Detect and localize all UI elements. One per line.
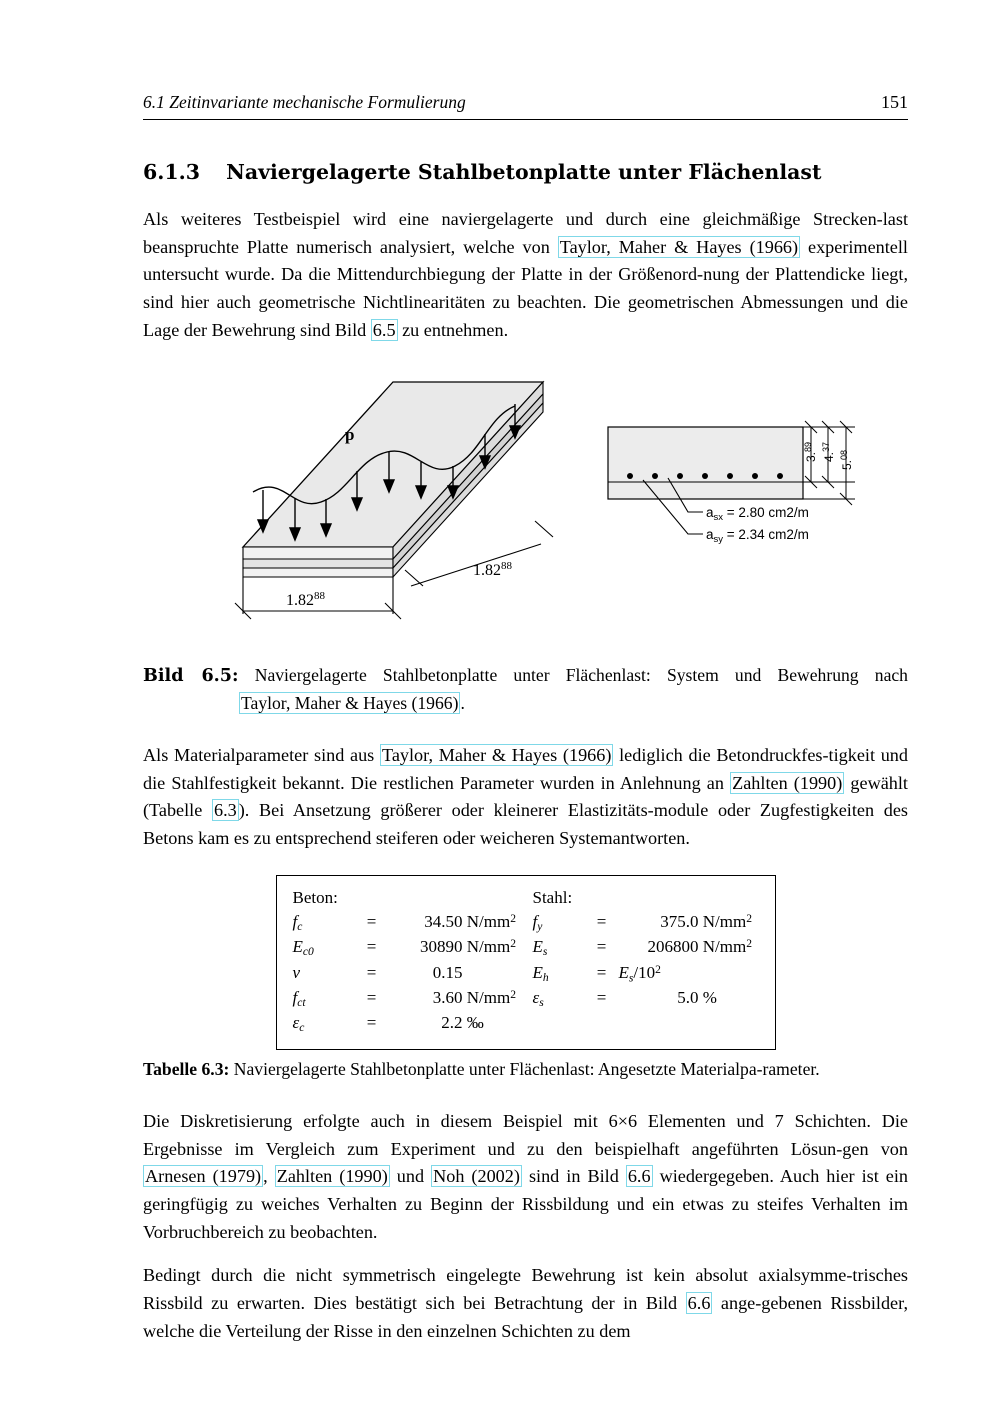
running-head [143, 92, 908, 120]
citation-noh-2002[interactable]: Noh (2002) [433, 1166, 520, 1187]
figure-caption-text-b: . [460, 692, 465, 713]
paragraph-4-text-a: Bedingt durch die nicht symmetrisch eingelegte Bewehrung ist kein absolut axialsymme-trisches Rissbild zu erwarten. Dies bestätigt sich bei Betrachtung der in Bild [143, 1265, 908, 1313]
citation-taylor-1966-2[interactable]: Taylor, Maher & Hayes (1966) [381, 745, 612, 766]
figure-6-5 [143, 362, 908, 652]
citation-arnesen-1979[interactable]: Arnesen (1979) [145, 1166, 262, 1187]
table-row: $\varepsilon_c$ [292, 1013, 305, 1035]
material-parameter-table [276, 875, 776, 1050]
page-number: 151 [881, 92, 908, 112]
figure-caption-citation[interactable]: Taylor, Maher & Hayes (1966) [241, 692, 459, 713]
page-content [143, 92, 908, 1359]
paragraph-1-text-b: experimentell untersucht wurde. Da die Mittendurchbiegung der Platte in der Größenord-nung der Plattendicke liegt, sind hier auch geometrische Nichtlinearitäten zu beachten. Die geometrischen Abmessungen und die Lage der Bewehrung sind Bild [143, 236, 908, 340]
citation-zahlten-1990-2[interactable]: Zahlten (1990) [276, 1166, 388, 1187]
material-parameter-grid: Beton: Stahl: $f_c$ = 34.50 $N/mm^2$ $f_y$ = 375.0 $N/mm^2$ $E_{c0}$ = 30890 $N/mm^2$ $E_s$ = 206800 $N/mm^2$ ν = 0.15 $E_h$ = $E_s/10^2$ $f_{ct}$ = 3.60 $N/mm^2$ $\varepsilon_s$ = 5.0 % $\varepsilon_c$ = 2.2 ‰ [292, 887, 752, 1035]
section-dim-1: 3.89 [803, 442, 818, 463]
table-row: $E_{c0}$ [292, 937, 314, 959]
table-row: $f_c$ [292, 911, 303, 934]
figure-caption-label: Bild 6.5: [143, 665, 239, 687]
paragraph-3-text-e: wiedergegeben. Auch hier ist ein geringfügig zu weiches Verhalten zu Beginn der Rissbildung und ein etwas zu steifes Verhalten im Vorbruchbereich zu beobachten. [143, 1166, 909, 1242]
crossref-tabelle-6-3[interactable]: 6.3 [213, 800, 237, 821]
table-header-beton: Beton: [292, 887, 338, 907]
dimension-bottom-label: 1.82$^{88}$ [286, 590, 325, 610]
table-caption [143, 1056, 908, 1082]
paragraph-3-text-b: , [263, 1166, 275, 1187]
citation-taylor-1966[interactable]: Taylor, Maher & Hayes (1966) [559, 236, 799, 257]
paragraph-2-text-d: ). Bei Ansetzung größerer oder kleinerer Elastizitäts-module oder Zugfestigkeiten des Betons kam es zu entsprechend steiferen oder weicheren Systemantworten. [143, 800, 908, 849]
dimension-right-label: 1.82$^{88}$ [473, 560, 512, 580]
figure-caption [143, 662, 908, 716]
section-dim-2: 4.37 [821, 442, 836, 463]
table-caption-label: Tabelle 6.3: [143, 1058, 230, 1079]
figure-6-5-graphic [143, 362, 908, 652]
table-caption-text: Naviergelagerte Stahlbetonplatte unter Flächenlast: Angesetzte Materialpa-rameter. [233, 1058, 820, 1079]
paragraph-4-text-b: ange-gebenen Rissbilder, welche die Verteilung der Risse in den einzelnen Schichten zu dem [143, 1292, 908, 1341]
running-head-title: 6.1 Zeitinvariante mechanische Formulierung [143, 92, 466, 112]
paragraph-3-text-c: und [389, 1166, 432, 1187]
load-symbol-p: p [345, 425, 355, 445]
paragraph-3 [143, 1108, 908, 1246]
rebar-y-label: $a_{sy} = 2.34$ cm2/m [706, 527, 809, 546]
paragraph-1 [143, 206, 908, 344]
crossref-bild-6-5[interactable]: 6.5 [372, 319, 396, 340]
rebar-x-label: $a_{sx} = 2.80$ cm2/m [706, 505, 809, 524]
paragraph-3-text-a: Die Diskretisierung erfolgte auch in diesem Beispiel mit 6×6 Elementen und 7 Schichten. Die Ergebnisse im Vergleich zum Experiment und zu den beispielhaft angeführten Lösun-gen von [143, 1111, 908, 1159]
table-row: $f_{ct}$ [292, 988, 306, 1010]
section-title: Naviergelagerte Stahlbetonplatte unter Flächenlast [226, 160, 822, 184]
figure-caption-text-a: Naviergelagerte Stahlbetonplatte unter Flächenlast: System und Bewehrung nach [254, 665, 908, 686]
table-row: ν [292, 962, 301, 982]
paragraph-1-text-c: zu entnehmen. [397, 319, 509, 340]
section-number: 6.1.3 [143, 160, 201, 184]
crossref-bild-6-6[interactable]: 6.6 [627, 1166, 651, 1187]
paragraph-3-text-d: sind in Bild [521, 1166, 626, 1187]
section-heading [143, 160, 908, 184]
paragraph-1-text-a: Als weiteres Testbeispiel wird eine naviergelagerte und durch eine gleichmäßige Strecken-last beanspruchte Platte numerisch analysiert, welche von [143, 209, 908, 257]
crossref-bild-6-6-2[interactable]: 6.6 [687, 1292, 711, 1313]
paragraph-2-text-a: Als Materialparameter sind aus [143, 745, 380, 766]
paragraph-2-text-c: gewählt (Tabelle [143, 772, 908, 821]
paragraph-2 [143, 742, 908, 853]
section-dim-3: 5.08 [839, 450, 854, 471]
citation-zahlten-1990[interactable]: Zahlten (1990) [732, 772, 843, 793]
table-header-stahl: Stahl: [532, 887, 573, 907]
paragraph-4 [143, 1262, 908, 1345]
paragraph-2-text-b: lediglich die Betondruckfes-tigkeit und die Stahlfestigkeit bekannt. Die restlichen Parameter wurden in Anlehnung an [143, 745, 908, 793]
